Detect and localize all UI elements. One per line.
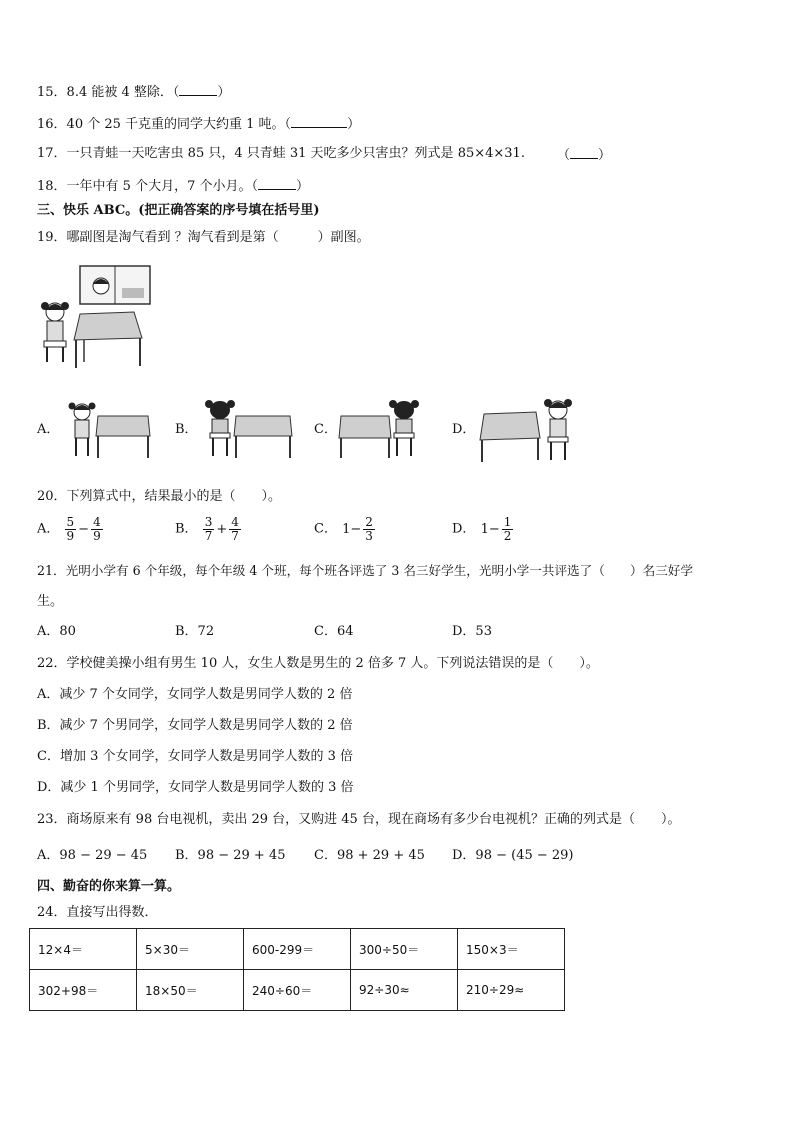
table-cell[interactable]: 300÷50＝	[351, 929, 458, 970]
table-cell[interactable]: 210÷29≈	[458, 970, 565, 1011]
option-b[interactable]: B．98 − 29 + 45	[175, 848, 286, 863]
question-22: 22．学校健美操小组有男生 10 人，女生人数是男生的 2 倍多 7 人。下列说法错误的是（ ）。	[37, 656, 599, 671]
question-21-cont: 生。	[37, 594, 64, 609]
option-a-illustration[interactable]	[64, 398, 154, 462]
option-a[interactable]: A． $\frac{5}{9}$ − $\frac{4}{9}$	[37, 515, 101, 543]
option-a-label[interactable]: A．	[37, 422, 60, 437]
question-17: 17．一只青蛙一天吃害虫 85 只，4 只青蛙 31 天吃多少只害虫？列式是 85×4×31.	[37, 146, 525, 161]
answer-blank[interactable]	[291, 114, 347, 128]
option-b-illustration[interactable]	[200, 398, 295, 462]
question-24: 24．直接写出得数．	[37, 905, 158, 920]
table-cell[interactable]: 18×50＝	[137, 970, 244, 1011]
fraction: $\frac{1}{2}$	[503, 515, 512, 543]
scene-illustration	[38, 262, 158, 374]
section-3-heading: 三、快乐 ABC。(把正确答案的序号填在括号里)	[37, 203, 320, 218]
option-d-label[interactable]: D．	[452, 422, 476, 437]
question-15: 15．8.4 能被 4 整除．（ ）	[37, 82, 230, 102]
option-b[interactable]: B．减少 7 个男同学，女同学人数是男同学人数的 2 倍	[37, 718, 353, 733]
fraction: $\frac{5}{9}$	[66, 515, 75, 543]
option-c-label[interactable]: C．	[314, 422, 337, 437]
fraction: $\frac{4}{7}$	[231, 515, 239, 543]
section-4-heading: 四、勤奋的你来算一算。	[37, 879, 181, 894]
question-21: 21．光明小学有 6 个年级，每个年级 4 个班，每个班各评选了 3 名三好学生，光明小学一共评选了（ ）名三好学	[37, 563, 693, 578]
option-c[interactable]: C．增加 3 个女同学，女同学人数是男同学人数的 3 倍	[37, 749, 354, 764]
answer-blank[interactable]	[179, 82, 217, 96]
question-17-answer: （ ）	[557, 145, 611, 165]
option-a[interactable]: A．减少 7 个女同学，女同学人数是男同学人数的 2 倍	[37, 687, 353, 702]
option-b[interactable]: B．72	[175, 624, 215, 639]
option-a[interactable]: A．98 − 29 − 45	[37, 848, 148, 863]
table-cell[interactable]: 240÷60＝	[244, 970, 351, 1011]
option-c-illustration[interactable]	[337, 398, 427, 462]
option-c[interactable]: C． 1− $\frac{2}{3}$	[314, 515, 373, 543]
fraction: $\frac{4}{9}$	[93, 515, 101, 543]
answer-blank[interactable]	[570, 145, 598, 159]
question-18: 18．一年中有 5 个大月，7 个小月。（ ）	[37, 176, 309, 196]
calculation-table	[29, 928, 565, 1011]
table-cell[interactable]: 302+98＝	[30, 970, 137, 1011]
table-cell[interactable]: 600-299＝	[244, 929, 351, 970]
question-16: 16．40 个 25 千克重的同学大约重 1 吨。（ ）	[37, 114, 360, 134]
table-cell[interactable]: 92÷30≈	[351, 970, 458, 1011]
option-a[interactable]: A．80	[37, 624, 76, 639]
answer-blank[interactable]	[258, 176, 296, 190]
fraction: $\frac{2}{3}$	[365, 515, 373, 543]
question-19: 19．哪副图是淘气看到 ？淘气看到是第（ ）副图。	[37, 230, 370, 245]
table-cell[interactable]: 150×3＝	[458, 929, 565, 970]
question-20: 20．下列算式中，结果最小的是（ ）。	[37, 489, 282, 504]
table-cell[interactable]: 5×30＝	[137, 929, 244, 970]
table-row	[30, 970, 565, 1011]
option-d[interactable]: D．减少 1 个男同学，女同学人数是男同学人数的 3 倍	[37, 780, 354, 795]
option-d-illustration[interactable]	[478, 396, 580, 464]
option-d[interactable]: D．53	[452, 624, 492, 639]
question-23: 23．商场原来有 98 台电视机，卖出 29 台，又购进 45 台，现在商场有多少台电视机？正确的列式是（ ）。	[37, 812, 681, 827]
option-c[interactable]: C．98 + 29 + 45	[314, 848, 425, 863]
table-cell[interactable]: 12×4＝	[30, 929, 137, 970]
option-d[interactable]: D． 1− $\frac{1}{2}$	[452, 515, 512, 543]
option-b[interactable]: B． $\frac{3}{7}$ + $\frac{4}{7}$	[175, 515, 239, 543]
option-d[interactable]: D．98 − (45 − 29)	[452, 848, 574, 863]
option-c[interactable]: C．64	[314, 624, 354, 639]
option-b-label[interactable]: B．	[175, 422, 198, 437]
fraction: $\frac{3}{7}$	[204, 515, 213, 543]
table-row	[30, 929, 565, 970]
